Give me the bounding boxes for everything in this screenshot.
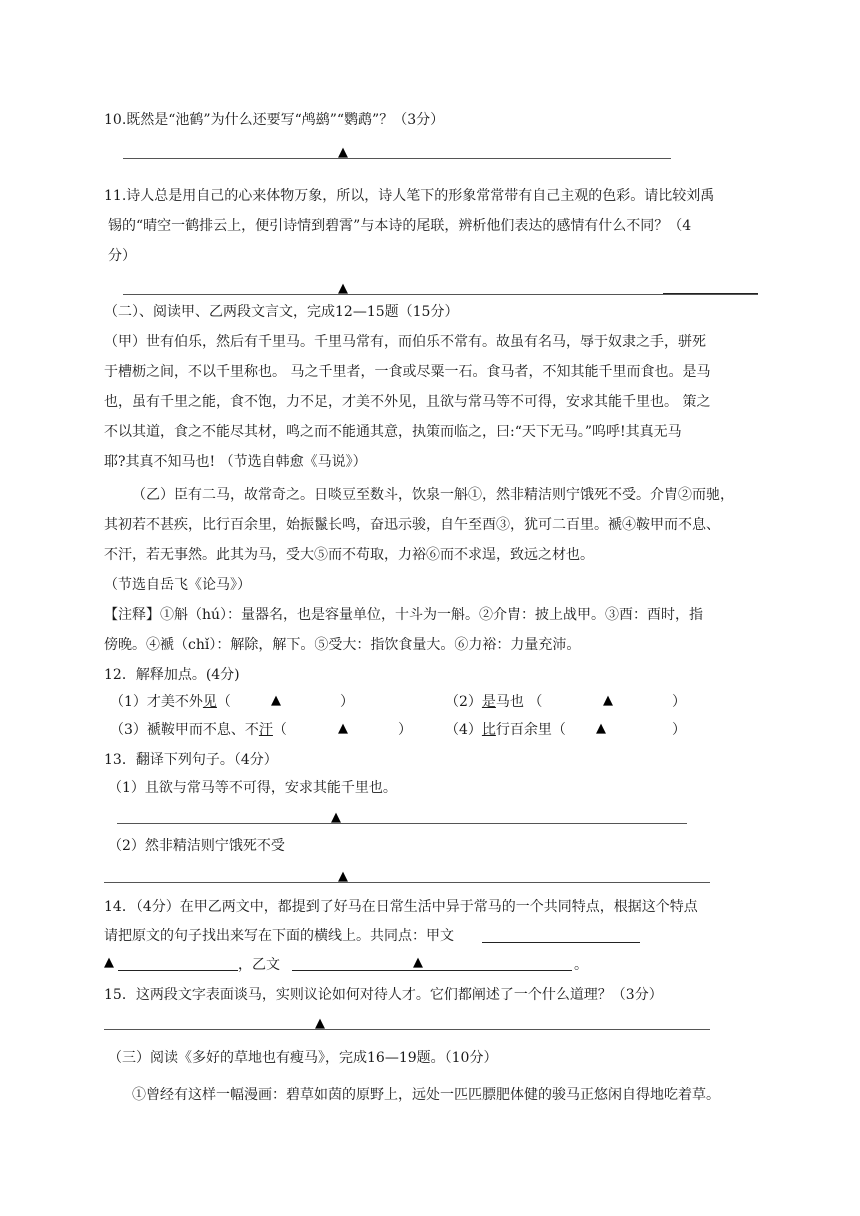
q12-item-2: （2）是马也 （ [445, 694, 543, 710]
q14-line1: 14．（4分）在甲乙两文中，都提到了好马在日常生活中异于常马的一个共同特点，根据这个特点 [104, 899, 698, 915]
q10-answer-marker: ▲ [338, 145, 348, 160]
q11-answer-marker: ▲ [338, 281, 348, 296]
q10-text: 10.既然是“池鹤”为什么还要写“鸬鹚”“鹦鹉”？（3分） [104, 112, 445, 128]
q13-answer-line-1[interactable] [117, 823, 687, 824]
yi-line: （乙）臣有二马，故常奇之。日啖豆至数斗，饮泉一斛①，然非精洁则宁饿死不受。介胄②而驰， [132, 487, 734, 503]
q12-item-2-marker[interactable]: ▲ [603, 693, 613, 708]
q12-title: 12．解释加点。(4分) [104, 667, 240, 683]
q10-answer-line[interactable] [123, 158, 671, 159]
q11-answer-line-extra [663, 293, 758, 294]
q14-separator: ，乙文 [238, 957, 280, 973]
jia-line: 于槽枥之间，不以千里称也。 马之千里者，一食或尽粟一石。食马者，不知其能千里而食也。是马 [104, 364, 711, 380]
yi-line: 其初若不甚疾，比行百余里，始振鬣长鸣，奋迅示骏，自午至酉③，犹可二百里。褫④鞍甲而不息、 [104, 517, 720, 533]
q13-title: 13．翻译下列句子。（4分） [104, 752, 278, 768]
jia-line: 也，虽有千里之能，食不饱，力不足，才美不外见，且欲与常马等不可得，安求其能千里也。 策之 [104, 394, 711, 410]
q15-answer-line[interactable] [104, 1029, 710, 1030]
q11-line3: 分） [108, 248, 136, 264]
q12-item-1: （1）才美不外见（ [110, 694, 231, 710]
q14-answer-marker-jia: ▲ [104, 955, 114, 970]
q12-item-4-close: ） [672, 722, 686, 738]
q13-sentence-2: （2）然非精洁则宁饿死不受 [108, 838, 285, 854]
jia-line: （甲）世有伯乐，然后有千里马。千里马常有，而伯乐不常有。故虽有名马，辱于奴隶之手，骈死 [104, 334, 706, 350]
q12-item-1-close: ） [340, 694, 354, 710]
q12-item-1-marker[interactable]: ▲ [271, 693, 281, 708]
yi-source: （节选自岳飞《论马》） [104, 577, 251, 593]
q11-line2: 锡的“晴空一鹤排云上，便引诗情到碧霄”与本诗的尾联，辨析他们表达的感情有什么不同？（4 [108, 218, 692, 234]
yi-line: 不汗，若无事然。此其为马，受大⑤而不苟取，力裕⑥而不求逞，致远之材也。 [104, 547, 594, 563]
notes-line: 傍晚。④褫（chǐ）：解除，解下。⑤受大：指饮食量大。⑥力裕：力量充沛。 [104, 637, 581, 653]
q12-item-4: （4）比行百余里（ [445, 722, 566, 738]
jia-line: 耶?其真不知马也! （节选自韩愈《马说》） [104, 454, 367, 470]
q14-answer-line-jia-cont[interactable] [118, 970, 238, 971]
q14-answer-line-jia[interactable] [482, 942, 640, 943]
q11-answer-line[interactable] [123, 294, 758, 295]
q14-line2: 请把原文的句子找出来写在下面的横线上。共同点：甲文 [104, 928, 454, 944]
q13-sentence-1: （1）且欲与常马等不可得，安求其能千里也。 [108, 780, 397, 796]
q11-line1: 11.诗人总是用自己的心来体物万象，所以，诗人笔下的形象常常带有自己主观的色彩。请比较刘禹 [104, 188, 715, 204]
section3-paragraph-1: ①曾经有这样一幅漫画：碧草如茵的原野上，远处一匹匹膘肥体健的骏马正悠闲自得地吃着草。 [132, 1087, 720, 1103]
q14-end: 。 [574, 957, 588, 973]
q15-text: 15．这两段文字表面谈马，实则议论如何对待人才。它们都阐述了一个什么道理？（3分） [104, 987, 663, 1003]
q15-answer-marker: ▲ [315, 1016, 325, 1031]
q12-item-3-close: ） [398, 722, 412, 738]
q12-item-2-close: ） [672, 694, 686, 710]
section3-heading: （三）阅读《多好的草地也有瘦马》，完成16—19题。（10分） [108, 1050, 498, 1066]
q13-answer-marker-1: ▲ [331, 810, 341, 825]
q14-answer-marker-yi: ▲ [413, 955, 423, 970]
q12-item-4-marker[interactable]: ▲ [596, 721, 606, 736]
q14-answer-line-yi[interactable] [292, 970, 572, 971]
jia-line: 不以其道，食之不能尽其材，鸣之而不能通其意，执策而临之，曰:“天下无马。”呜呼!其真无马 [104, 424, 682, 440]
section2-heading: （二）、阅读甲、乙两段文言文，完成12—15题（15分） [104, 304, 459, 320]
q12-item-3: （3）褫鞍甲而不息、不汗（ [110, 722, 287, 738]
q13-answer-line-2[interactable] [104, 882, 710, 883]
q12-item-3-marker[interactable]: ▲ [338, 721, 348, 736]
q13-answer-marker-2: ▲ [338, 869, 348, 884]
notes-line: 【注释】①斛（hú）：量器名，也是容量单位，十斗为一斛。②介胄：披上战甲。③酉：酉时，指 [104, 607, 704, 623]
